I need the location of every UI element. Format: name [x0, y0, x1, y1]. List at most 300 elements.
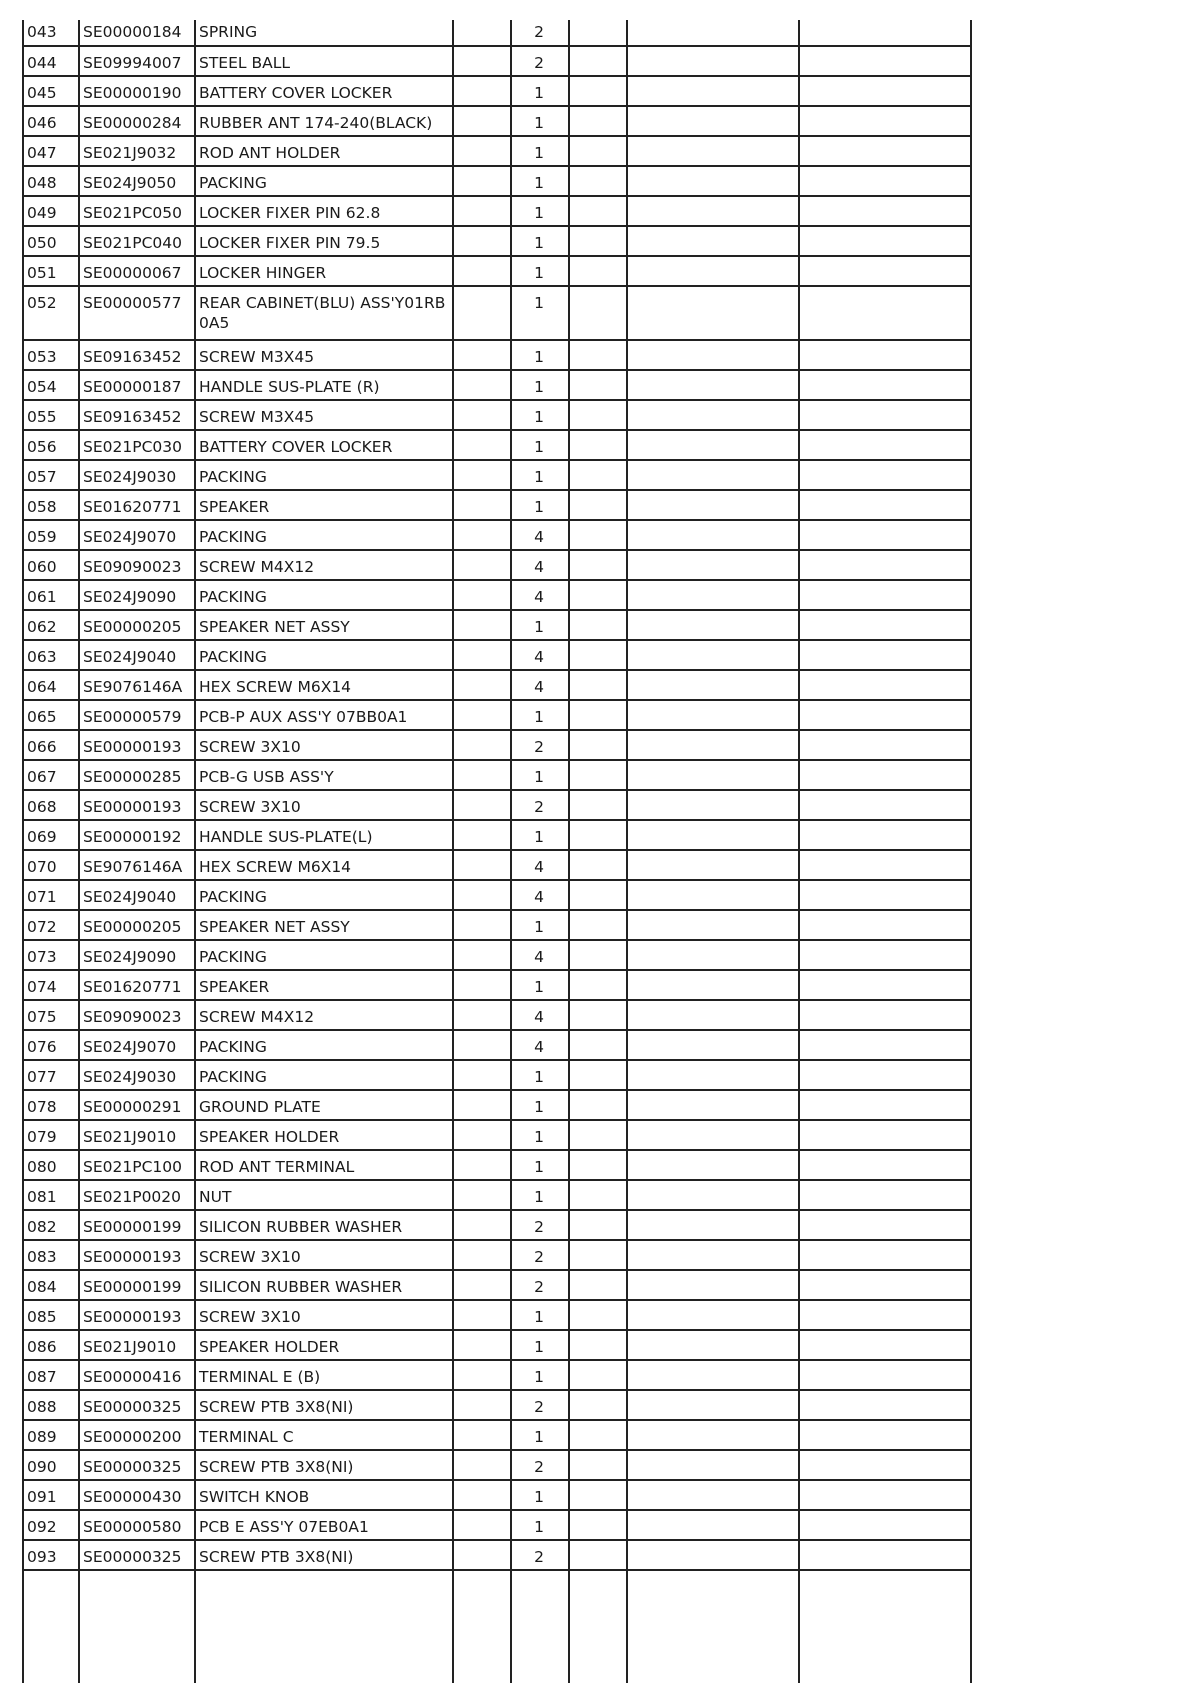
quantity-cell: 1: [510, 700, 568, 730]
blank-cell: [568, 286, 626, 340]
table-row: [22, 670, 970, 700]
blank-cell: [568, 520, 626, 550]
description-cell: PACKING: [194, 880, 452, 910]
item-number-cell: 068: [22, 790, 78, 820]
item-number-cell: 072: [22, 910, 78, 940]
blank-cell: [568, 106, 626, 136]
blank-cell: [798, 1360, 970, 1390]
part-code-cell: SE09994007: [78, 46, 194, 76]
table-row: [22, 340, 970, 370]
blank-cell: [452, 1240, 510, 1270]
blank-cell: [626, 1120, 798, 1150]
blank-cell: [568, 1390, 626, 1420]
part-code-cell: SE01620771: [78, 490, 194, 520]
item-number-cell: 066: [22, 730, 78, 760]
quantity-cell: 1: [510, 136, 568, 166]
description-cell: SCREW PTB 3X8(NI): [194, 1390, 452, 1420]
table-row: [22, 1420, 970, 1450]
item-number-cell: 043: [22, 16, 78, 46]
blank-cell: [798, 730, 970, 760]
blank-cell: [798, 550, 970, 580]
part-code-cell: SE00000193: [78, 1300, 194, 1330]
quantity-cell: 2: [510, 46, 568, 76]
table-row: [22, 850, 970, 880]
description-cell: TERMINAL E (B): [194, 1360, 452, 1390]
part-code-cell: SE00000193: [78, 1240, 194, 1270]
blank-cell: [626, 196, 798, 226]
blank-cell: [626, 136, 798, 166]
blank-cell: [568, 820, 626, 850]
blank-cell: [798, 430, 970, 460]
item-number-cell: 087: [22, 1360, 78, 1390]
quantity-cell: 1: [510, 1120, 568, 1150]
parts-list-table: [22, 16, 970, 1571]
quantity-cell: 1: [510, 760, 568, 790]
quantity-cell: 1: [510, 1300, 568, 1330]
part-code-cell: SE09090023: [78, 550, 194, 580]
blank-cell: [452, 580, 510, 610]
blank-cell: [798, 370, 970, 400]
blank-cell: [798, 196, 970, 226]
blank-cell: [452, 760, 510, 790]
table-row: [22, 136, 970, 166]
description-cell: SCREW 3X10: [194, 730, 452, 760]
description-cell: SPEAKER HOLDER: [194, 1120, 452, 1150]
blank-cell: [798, 1330, 970, 1360]
blank-cell: [568, 166, 626, 196]
part-code-cell: SE00000325: [78, 1450, 194, 1480]
description-cell: PCB E ASS'Y 07EB0A1: [194, 1510, 452, 1540]
blank-cell: [798, 76, 970, 106]
blank-cell: [452, 640, 510, 670]
part-code-cell: SE01620771: [78, 970, 194, 1000]
part-code-cell: SE024J9070: [78, 1030, 194, 1060]
blank-cell: [626, 46, 798, 76]
quantity-cell: 1: [510, 1420, 568, 1450]
quantity-cell: 2: [510, 1210, 568, 1240]
item-number-cell: 064: [22, 670, 78, 700]
blank-cell: [798, 820, 970, 850]
quantity-cell: 1: [510, 910, 568, 940]
table-row: [22, 1060, 970, 1090]
blank-cell: [452, 1090, 510, 1120]
description-cell: REAR CABINET(BLU) ASS'Y01RB0A5: [194, 286, 452, 340]
quantity-cell: 4: [510, 1030, 568, 1060]
quantity-cell: 1: [510, 340, 568, 370]
blank-cell: [452, 940, 510, 970]
item-number-cell: 079: [22, 1120, 78, 1150]
blank-cell: [452, 226, 510, 256]
item-number-cell: 070: [22, 850, 78, 880]
blank-cell: [568, 1120, 626, 1150]
part-code-cell: SE024J9030: [78, 460, 194, 490]
part-code-cell: SE00000416: [78, 1360, 194, 1390]
blank-cell: [798, 1450, 970, 1480]
blank-cell: [452, 520, 510, 550]
blank-cell: [798, 1090, 970, 1120]
blank-cell: [798, 1420, 970, 1450]
quantity-cell: 1: [510, 1330, 568, 1360]
blank-cell: [798, 910, 970, 940]
item-number-cell: 071: [22, 880, 78, 910]
blank-cell: [798, 610, 970, 640]
blank-cell: [626, 550, 798, 580]
quantity-cell: 1: [510, 430, 568, 460]
part-code-cell: SE021J9010: [78, 1330, 194, 1360]
table-row: [22, 1150, 970, 1180]
table-row: [22, 1360, 970, 1390]
blank-cell: [626, 940, 798, 970]
quantity-cell: 1: [510, 196, 568, 226]
item-number-cell: 089: [22, 1420, 78, 1450]
blank-cell: [626, 1450, 798, 1480]
table-row: [22, 700, 970, 730]
part-code-cell: SE00000190: [78, 76, 194, 106]
blank-cell: [452, 136, 510, 166]
blank-cell: [568, 850, 626, 880]
quantity-cell: 4: [510, 940, 568, 970]
part-code-cell: SE021PC100: [78, 1150, 194, 1180]
part-code-cell: SE00000580: [78, 1510, 194, 1540]
part-code-cell: SE00000192: [78, 820, 194, 850]
quantity-cell: 2: [510, 1390, 568, 1420]
blank-cell: [626, 1090, 798, 1120]
blank-cell: [626, 1330, 798, 1360]
blank-cell: [452, 430, 510, 460]
blank-cell: [568, 1330, 626, 1360]
blank-cell: [626, 460, 798, 490]
part-code-cell: SE024J9090: [78, 940, 194, 970]
item-number-cell: 077: [22, 1060, 78, 1090]
part-code-cell: SE021J9010: [78, 1120, 194, 1150]
blank-cell: [626, 1180, 798, 1210]
blank-cell: [626, 1240, 798, 1270]
blank-cell: [798, 1120, 970, 1150]
part-code-cell: SE024J9090: [78, 580, 194, 610]
description-cell: NUT: [194, 1180, 452, 1210]
blank-cell: [626, 256, 798, 286]
description-cell: STEEL BALL: [194, 46, 452, 76]
table-row: [22, 1390, 970, 1420]
item-number-cell: 075: [22, 1000, 78, 1030]
quantity-cell: 2: [510, 16, 568, 46]
table-row: [22, 430, 970, 460]
description-cell: PCB-G USB ASS'Y: [194, 760, 452, 790]
table-row: [22, 820, 970, 850]
part-code-cell: SE021PC050: [78, 196, 194, 226]
blank-cell: [568, 16, 626, 46]
table-row: [22, 1240, 970, 1270]
quantity-cell: 1: [510, 820, 568, 850]
part-code-cell: SE024J9050: [78, 166, 194, 196]
table-row: [22, 520, 970, 550]
description-cell: SCREW M4X12: [194, 1000, 452, 1030]
blank-cell: [626, 910, 798, 940]
blank-cell: [452, 790, 510, 820]
blank-cell: [452, 1420, 510, 1450]
quantity-cell: 1: [510, 1090, 568, 1120]
table-row: [22, 970, 970, 1000]
description-cell: LOCKER FIXER PIN 62.8: [194, 196, 452, 226]
blank-cell: [798, 1300, 970, 1330]
blank-cell: [452, 256, 510, 286]
part-code-cell: SE00000291: [78, 1090, 194, 1120]
blank-cell: [452, 16, 510, 46]
blank-cell: [798, 256, 970, 286]
blank-cell: [568, 940, 626, 970]
table-row: [22, 1000, 970, 1030]
parts-list-body: [22, 16, 970, 1570]
blank-cell: [452, 850, 510, 880]
part-code-cell: SE024J9030: [78, 1060, 194, 1090]
blank-cell: [452, 490, 510, 520]
quantity-cell: 1: [510, 226, 568, 256]
blank-cell: [798, 700, 970, 730]
item-number-cell: 048: [22, 166, 78, 196]
table-row: [22, 1120, 970, 1150]
blank-cell: [626, 1060, 798, 1090]
description-cell: PACKING: [194, 640, 452, 670]
blank-cell: [626, 1000, 798, 1030]
blank-cell: [798, 1000, 970, 1030]
blank-cell: [798, 1180, 970, 1210]
blank-cell: [568, 1270, 626, 1300]
blank-cell: [568, 970, 626, 1000]
part-code-cell: SE00000577: [78, 286, 194, 340]
blank-cell: [798, 106, 970, 136]
blank-cell: [626, 1210, 798, 1240]
blank-cell: [626, 580, 798, 610]
blank-cell: [626, 400, 798, 430]
quantity-cell: 4: [510, 850, 568, 880]
quantity-cell: 1: [510, 76, 568, 106]
blank-cell: [626, 760, 798, 790]
description-cell: SPEAKER: [194, 490, 452, 520]
blank-cell: [452, 1150, 510, 1180]
blank-cell: [568, 1510, 626, 1540]
table-row: [22, 1300, 970, 1330]
item-number-cell: 063: [22, 640, 78, 670]
blank-cell: [452, 1210, 510, 1240]
blank-cell: [452, 670, 510, 700]
blank-cell: [626, 790, 798, 820]
blank-cell: [798, 670, 970, 700]
item-number-cell: 067: [22, 760, 78, 790]
blank-cell: [798, 490, 970, 520]
blank-cell: [452, 1000, 510, 1030]
blank-cell: [798, 1270, 970, 1300]
item-number-cell: 082: [22, 1210, 78, 1240]
blank-cell: [626, 76, 798, 106]
description-cell: RUBBER ANT 174-240(BLACK): [194, 106, 452, 136]
description-cell: PACKING: [194, 166, 452, 196]
blank-cell: [452, 910, 510, 940]
description-cell: SPEAKER: [194, 970, 452, 1000]
blank-cell: [626, 610, 798, 640]
quantity-cell: 1: [510, 610, 568, 640]
blank-cell: [452, 1540, 510, 1570]
blank-cell: [626, 1480, 798, 1510]
quantity-cell: 2: [510, 1450, 568, 1480]
quantity-cell: 1: [510, 1480, 568, 1510]
blank-cell: [798, 640, 970, 670]
description-cell: PACKING: [194, 520, 452, 550]
quantity-cell: 1: [510, 970, 568, 1000]
item-number-cell: 044: [22, 46, 78, 76]
blank-cell: [626, 1030, 798, 1060]
description-cell: SCREW 3X10: [194, 790, 452, 820]
table-row: [22, 256, 970, 286]
description-cell: TERMINAL C: [194, 1420, 452, 1450]
quantity-cell: 1: [510, 490, 568, 520]
blank-cell: [452, 166, 510, 196]
description-cell: PACKING: [194, 940, 452, 970]
quantity-cell: 4: [510, 670, 568, 700]
blank-cell: [798, 520, 970, 550]
blank-cell: [626, 1300, 798, 1330]
blank-cell: [798, 1210, 970, 1240]
quantity-cell: 1: [510, 1510, 568, 1540]
item-number-cell: 073: [22, 940, 78, 970]
blank-cell: [626, 670, 798, 700]
blank-cell: [626, 880, 798, 910]
blank-cell: [568, 1420, 626, 1450]
description-cell: SCREW 3X10: [194, 1240, 452, 1270]
blank-cell: [568, 370, 626, 400]
blank-cell: [452, 106, 510, 136]
description-cell: SILICON RUBBER WASHER: [194, 1210, 452, 1240]
blank-cell: [626, 490, 798, 520]
quantity-cell: 2: [510, 1540, 568, 1570]
blank-cell: [568, 490, 626, 520]
table-row: [22, 580, 970, 610]
blank-cell: [452, 700, 510, 730]
part-code-cell: SE024J9040: [78, 640, 194, 670]
blank-cell: [626, 340, 798, 370]
blank-cell: [452, 1510, 510, 1540]
description-cell: SILICON RUBBER WASHER: [194, 1270, 452, 1300]
blank-cell: [626, 1540, 798, 1570]
blank-cell: [626, 286, 798, 340]
description-cell: HANDLE SUS-PLATE(L): [194, 820, 452, 850]
table-row: [22, 940, 970, 970]
part-code-cell: SE024J9070: [78, 520, 194, 550]
blank-cell: [568, 1210, 626, 1240]
blank-cell: [568, 700, 626, 730]
blank-cell: [452, 1300, 510, 1330]
blank-cell: [452, 1480, 510, 1510]
blank-cell: [798, 1030, 970, 1060]
description-cell: BATTERY COVER LOCKER: [194, 76, 452, 106]
blank-cell: [798, 136, 970, 166]
part-code-cell: SE00000205: [78, 610, 194, 640]
blank-cell: [568, 1450, 626, 1480]
description-cell: SCREW M4X12: [194, 550, 452, 580]
part-code-cell: SE00000205: [78, 910, 194, 940]
blank-cell: [568, 1090, 626, 1120]
item-number-cell: 081: [22, 1180, 78, 1210]
part-code-cell: SE00000285: [78, 760, 194, 790]
table-row: [22, 610, 970, 640]
part-code-cell: SE00000200: [78, 1420, 194, 1450]
item-number-cell: 085: [22, 1300, 78, 1330]
description-cell: GROUND PLATE: [194, 1090, 452, 1120]
quantity-cell: 1: [510, 1180, 568, 1210]
table-row: [22, 196, 970, 226]
quantity-cell: 2: [510, 790, 568, 820]
item-number-cell: 092: [22, 1510, 78, 1540]
blank-cell: [798, 760, 970, 790]
part-code-cell: SE00000199: [78, 1270, 194, 1300]
part-code-cell: SE00000579: [78, 700, 194, 730]
blank-cell: [626, 16, 798, 46]
part-code-cell: SE021PC030: [78, 430, 194, 460]
blank-cell: [452, 1270, 510, 1300]
blank-cell: [568, 790, 626, 820]
blank-cell: [452, 340, 510, 370]
blank-cell: [798, 970, 970, 1000]
item-number-cell: 065: [22, 700, 78, 730]
item-number-cell: 076: [22, 1030, 78, 1060]
item-number-cell: 051: [22, 256, 78, 286]
quantity-cell: 1: [510, 256, 568, 286]
blank-cell: [568, 580, 626, 610]
part-code-cell: SE00000284: [78, 106, 194, 136]
part-code-cell: SE09090023: [78, 1000, 194, 1030]
blank-cell: [798, 790, 970, 820]
part-code-cell: SE024J9040: [78, 880, 194, 910]
blank-cell: [568, 1360, 626, 1390]
item-number-cell: 062: [22, 610, 78, 640]
blank-cell: [568, 1000, 626, 1030]
description-cell: ROD ANT HOLDER: [194, 136, 452, 166]
blank-cell: [568, 910, 626, 940]
blank-cell: [798, 226, 970, 256]
blank-cell: [568, 340, 626, 370]
blank-cell: [568, 136, 626, 166]
quantity-cell: 1: [510, 1360, 568, 1390]
description-cell: ROD ANT TERMINAL: [194, 1150, 452, 1180]
table-row: [22, 286, 970, 340]
blank-cell: [568, 460, 626, 490]
blank-cell: [568, 226, 626, 256]
blank-cell: [452, 1030, 510, 1060]
quantity-cell: 1: [510, 370, 568, 400]
table-row: [22, 106, 970, 136]
blank-cell: [452, 880, 510, 910]
blank-cell: [798, 340, 970, 370]
item-number-cell: 074: [22, 970, 78, 1000]
part-code-cell: SE00000187: [78, 370, 194, 400]
table-row: [22, 640, 970, 670]
table-row: [22, 1270, 970, 1300]
blank-cell: [452, 1120, 510, 1150]
blank-cell: [798, 1480, 970, 1510]
blank-cell: [568, 400, 626, 430]
blank-cell: [568, 880, 626, 910]
table-row: [22, 1180, 970, 1210]
quantity-cell: 1: [510, 460, 568, 490]
blank-cell: [568, 640, 626, 670]
item-number-cell: 054: [22, 370, 78, 400]
description-cell: HEX SCREW M6X14: [194, 670, 452, 700]
description-cell: HEX SCREW M6X14: [194, 850, 452, 880]
item-number-cell: 093: [22, 1540, 78, 1570]
blank-cell: [568, 1240, 626, 1270]
blank-cell: [452, 1390, 510, 1420]
item-number-cell: 057: [22, 460, 78, 490]
blank-cell: [798, 1240, 970, 1270]
